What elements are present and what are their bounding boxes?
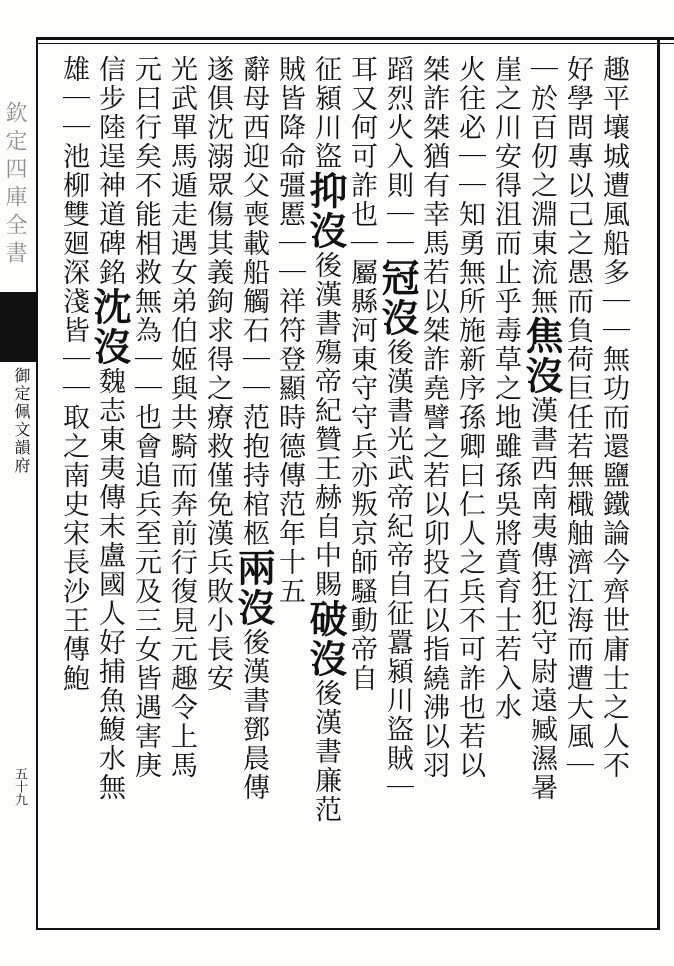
text-column-12 [200, 55, 234, 693]
text-run: 毒草之地雖孫吳將賁育士若入水 [490, 316, 521, 722]
headword: 沈沒 [87, 287, 132, 367]
text-run: 光武單馬遁走遇女弟伯姬與共騎而奔前行復見元趣令上馬 [166, 55, 197, 780]
text-run: 好學問專以己之愚而負荷巨任若無檝舳濟江海而遭大風｜ [562, 55, 593, 780]
frame-right-rule [657, 37, 660, 930]
text-run: ｜屬縣河東守守兵亦叛京師騷動帝自 [346, 229, 377, 693]
text-run: 賊皆降 [274, 55, 305, 142]
text-column-10 [272, 55, 306, 606]
text-run: 征潁川盜 [310, 55, 341, 171]
headword: 破沒 [303, 599, 348, 679]
headword: 兩沒 [231, 548, 276, 628]
text-column-11 [231, 55, 276, 802]
text-column-1 [596, 55, 630, 780]
text-run: 漢書西南夷傳狂犯守尉遠臧濕暑 [526, 396, 557, 802]
text-run: 遂俱沈溺眾傷其義鉤求得之療救僅免 [202, 55, 233, 519]
text-run: 蹈烈火入則｜｜ [382, 55, 413, 258]
headword: 抑沒 [303, 171, 348, 251]
text-run: 後漢書鄧晨傳 [238, 628, 269, 802]
text-column-15 [87, 55, 132, 802]
text-column-8 [344, 55, 378, 693]
text-run: 火往必｜｜知勇無所施新序孫卿曰仁人之兵不可詐也若以 [454, 55, 485, 780]
text-run: 深淺皆｜｜取之南史宋長沙王傳鮑 [58, 258, 89, 693]
text-column-16 [56, 55, 90, 693]
text-run: 後漢書光武帝紀帝自征囂潁川盜賊｜ [382, 338, 413, 802]
text-run: 元曰行矣不能相救無為｜｜也會追兵至元及三女皆遇害庚 [130, 55, 161, 780]
text-run: 耳又何可詐也 [346, 55, 377, 229]
frame-top-rule-thin [36, 43, 674, 44]
spine-book-title: 御定佩文韻府 [12, 367, 31, 475]
text-run: 信步陸逞神道碑銘 [94, 55, 125, 287]
text-column-5 [452, 55, 486, 780]
text-run: ｜於百仞之淵東流無 [526, 55, 557, 316]
text-run: 雄｜｜池柳雙廻 [58, 55, 89, 258]
spine-collection-title: 欽定四庫全書 [2, 101, 27, 269]
headword: 冠沒 [375, 258, 420, 338]
frame-top-rule [36, 37, 674, 40]
text-run: 崖之川安得沮而止乎 [490, 55, 521, 316]
text-column-3 [519, 55, 564, 802]
text-run: 辭母西迎父喪載船觸石｜｜范抱持棺柩 [238, 55, 269, 548]
text-run: 趣平壤城遭風船多｜｜無功而還鹽鐵論今齊世庸士之人不 [598, 55, 629, 780]
text-run: 命彊慝｜｜祥符登顯時德 [274, 142, 305, 461]
text-run: 桀詐桀猶有幸馬若以桀詐堯譬之若以卯投石以指繞沸以羽 [418, 55, 449, 780]
frame-left-rule [36, 37, 38, 930]
text-column-13 [164, 55, 198, 780]
headword: 焦沒 [519, 316, 564, 396]
text-column-2 [560, 55, 594, 780]
text-column-7 [375, 55, 420, 802]
book-spine [0, 37, 36, 930]
text-run: 魏志東夷傳末盧國人好捕魚鰒水無 [94, 367, 125, 802]
frame-bottom-rule [36, 928, 660, 930]
text-column-14 [128, 55, 162, 780]
text-column-6 [416, 55, 450, 780]
spine-page-number: 五十九 [12, 767, 27, 806]
text-run: 後漢書廉范 [310, 679, 341, 824]
text-run: 後漢書殤帝紀贊王赫自中賜 [310, 251, 341, 599]
text-column-9 [303, 55, 348, 824]
text-run: 漢兵敗小長安 [202, 519, 233, 693]
text-run: 傳范年十五 [274, 461, 305, 606]
text-column-4 [488, 55, 522, 722]
spine-black-bar [0, 292, 36, 362]
